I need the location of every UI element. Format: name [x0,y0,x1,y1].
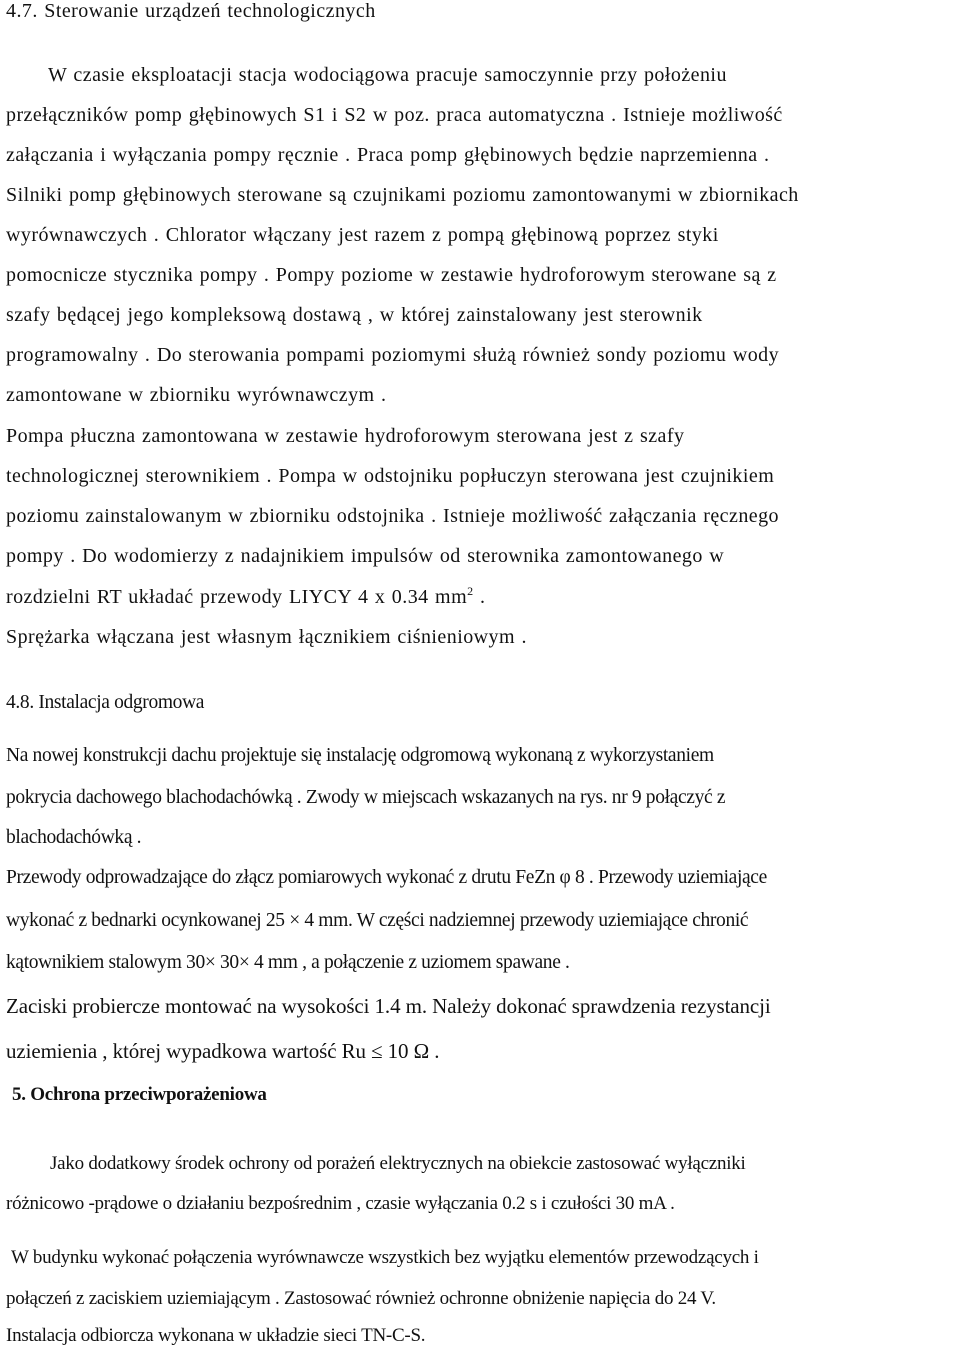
paragraph-line: Jako dodatkowy środek ochrony od porażeń elektrycznych na obiekcie zastosować wyłączniki [50,1153,746,1174]
paragraph-line: pomocnicze stycznika pompy . Pompy poziome w zestawie hydroforowym sterowane są z [6,264,777,286]
section-heading: 4.7. Sterowanie urządzeń technologicznych [6,0,376,22]
paragraph-line: pokrycia dachowego blachodachówką . Zwody w miejscach wskazanych na rys. nr 9 połączyć z [6,787,726,808]
paragraph-line: zamontowane w zbiorniku wyrównawczym . [6,384,387,406]
section-heading: 4.8. Instalacja odgromowa [6,692,205,713]
cable-exponent: 2 [467,584,474,598]
paragraph-line: blachodachówką . [6,827,142,848]
cable-end: . [473,586,486,608]
paragraph-line: Sprężarka włączana jest własnym łącznikiem ciśnieniowym . [6,626,527,648]
paragraph-line: przełączników pomp głębinowych S1 i S2 w poz. praca automatyczna . Istnieje możliwość [6,104,783,126]
cable-spec-line [6,585,485,609]
paragraph-line: technologicznej sterownikiem . Pompa w odstojniku popłuczyn sterowana jest czujnikiem [6,465,775,487]
paragraph-line: programowalny . Do sterowania pompami poziomymi służą również sondy poziomu wody [6,344,780,366]
paragraph-line: pompy . Do wodomierzy z nadajnikiem impulsów od sterownika zamontowanego w [6,545,725,567]
paragraph-line: Instalacja odbiorcza wykonana w układzie sieci TN-C-S. [6,1325,426,1346]
paragraph-line: połączeń z zaciskiem uziemiającym . Zastosować również ochronne obniżenie napięcia do 24 V. [6,1288,716,1309]
paragraph-line: W budynku wykonać połączenia wyrównawcze wszystkich bez wyjątku elementów przewodzących i [11,1247,759,1268]
paragraph-line: różnicowo -prądowe o działaniu bezpośrednim , czasie wyłączania 0.2 s i czułości 30 mA . [6,1193,675,1214]
paragraph-line: szafy będącej jego kompleksową dostawą , w której zainstalowany jest sterownik [6,304,703,326]
paragraph-line: wykonać z bednarki ocynkowanej 25 × 4 mm. W części nadziemnej przewody uziemiające chronić [6,910,749,931]
paragraph-line: Przewody odprowadzające do złącz pomiarowych wykonać z drutu FeZn φ 8 . Przewody uziemiające [6,867,767,888]
section-heading: 5. Ochrona przeciwporażeniowa [12,1084,267,1105]
paragraph-line: uziemienia , której wypadkowa wartość Ru ≤ 10 Ω . [6,1039,440,1063]
paragraph-line: kątownikiem stalowym 30× 30× 4 mm , a połączenie z uziomem spawane . [6,952,570,973]
cable-text: rozdzielni RT układać przewody LIYCY 4 x 0.34 mm [6,586,468,608]
paragraph-line: poziomu zainstalowanym w zbiorniku odstojnika . Istnieje możliwość załączania ręcznego [6,505,780,527]
paragraph-line: Na nowej konstrukcji dachu projektuje się instalację odgromową wykonaną z wykorzystaniem [6,745,714,766]
paragraph-line: załączania i wyłączania pompy ręcznie . Praca pomp głębinowych będzie naprzemienna . [6,144,770,166]
paragraph-line: wyrównawczych . Chlorator włączany jest razem z pompą głębinową poprzez styki [6,224,719,246]
paragraph-line: Pompa płuczna zamontowana w zestawie hydroforowym sterowana jest z szafy [6,425,685,447]
paragraph-line: Silniki pomp głębinowych sterowane są czujnikami poziomu zamontowanymi w zbiornikach [6,184,799,206]
paragraph-line: Zaciski probiercze montować na wysokości 1.4 m. Należy dokonać sprawdzenia rezystancji [6,994,771,1018]
paragraph-line: W czasie eksploatacji stacja wodociągowa pracuje samoczynnie przy położeniu [48,64,727,86]
